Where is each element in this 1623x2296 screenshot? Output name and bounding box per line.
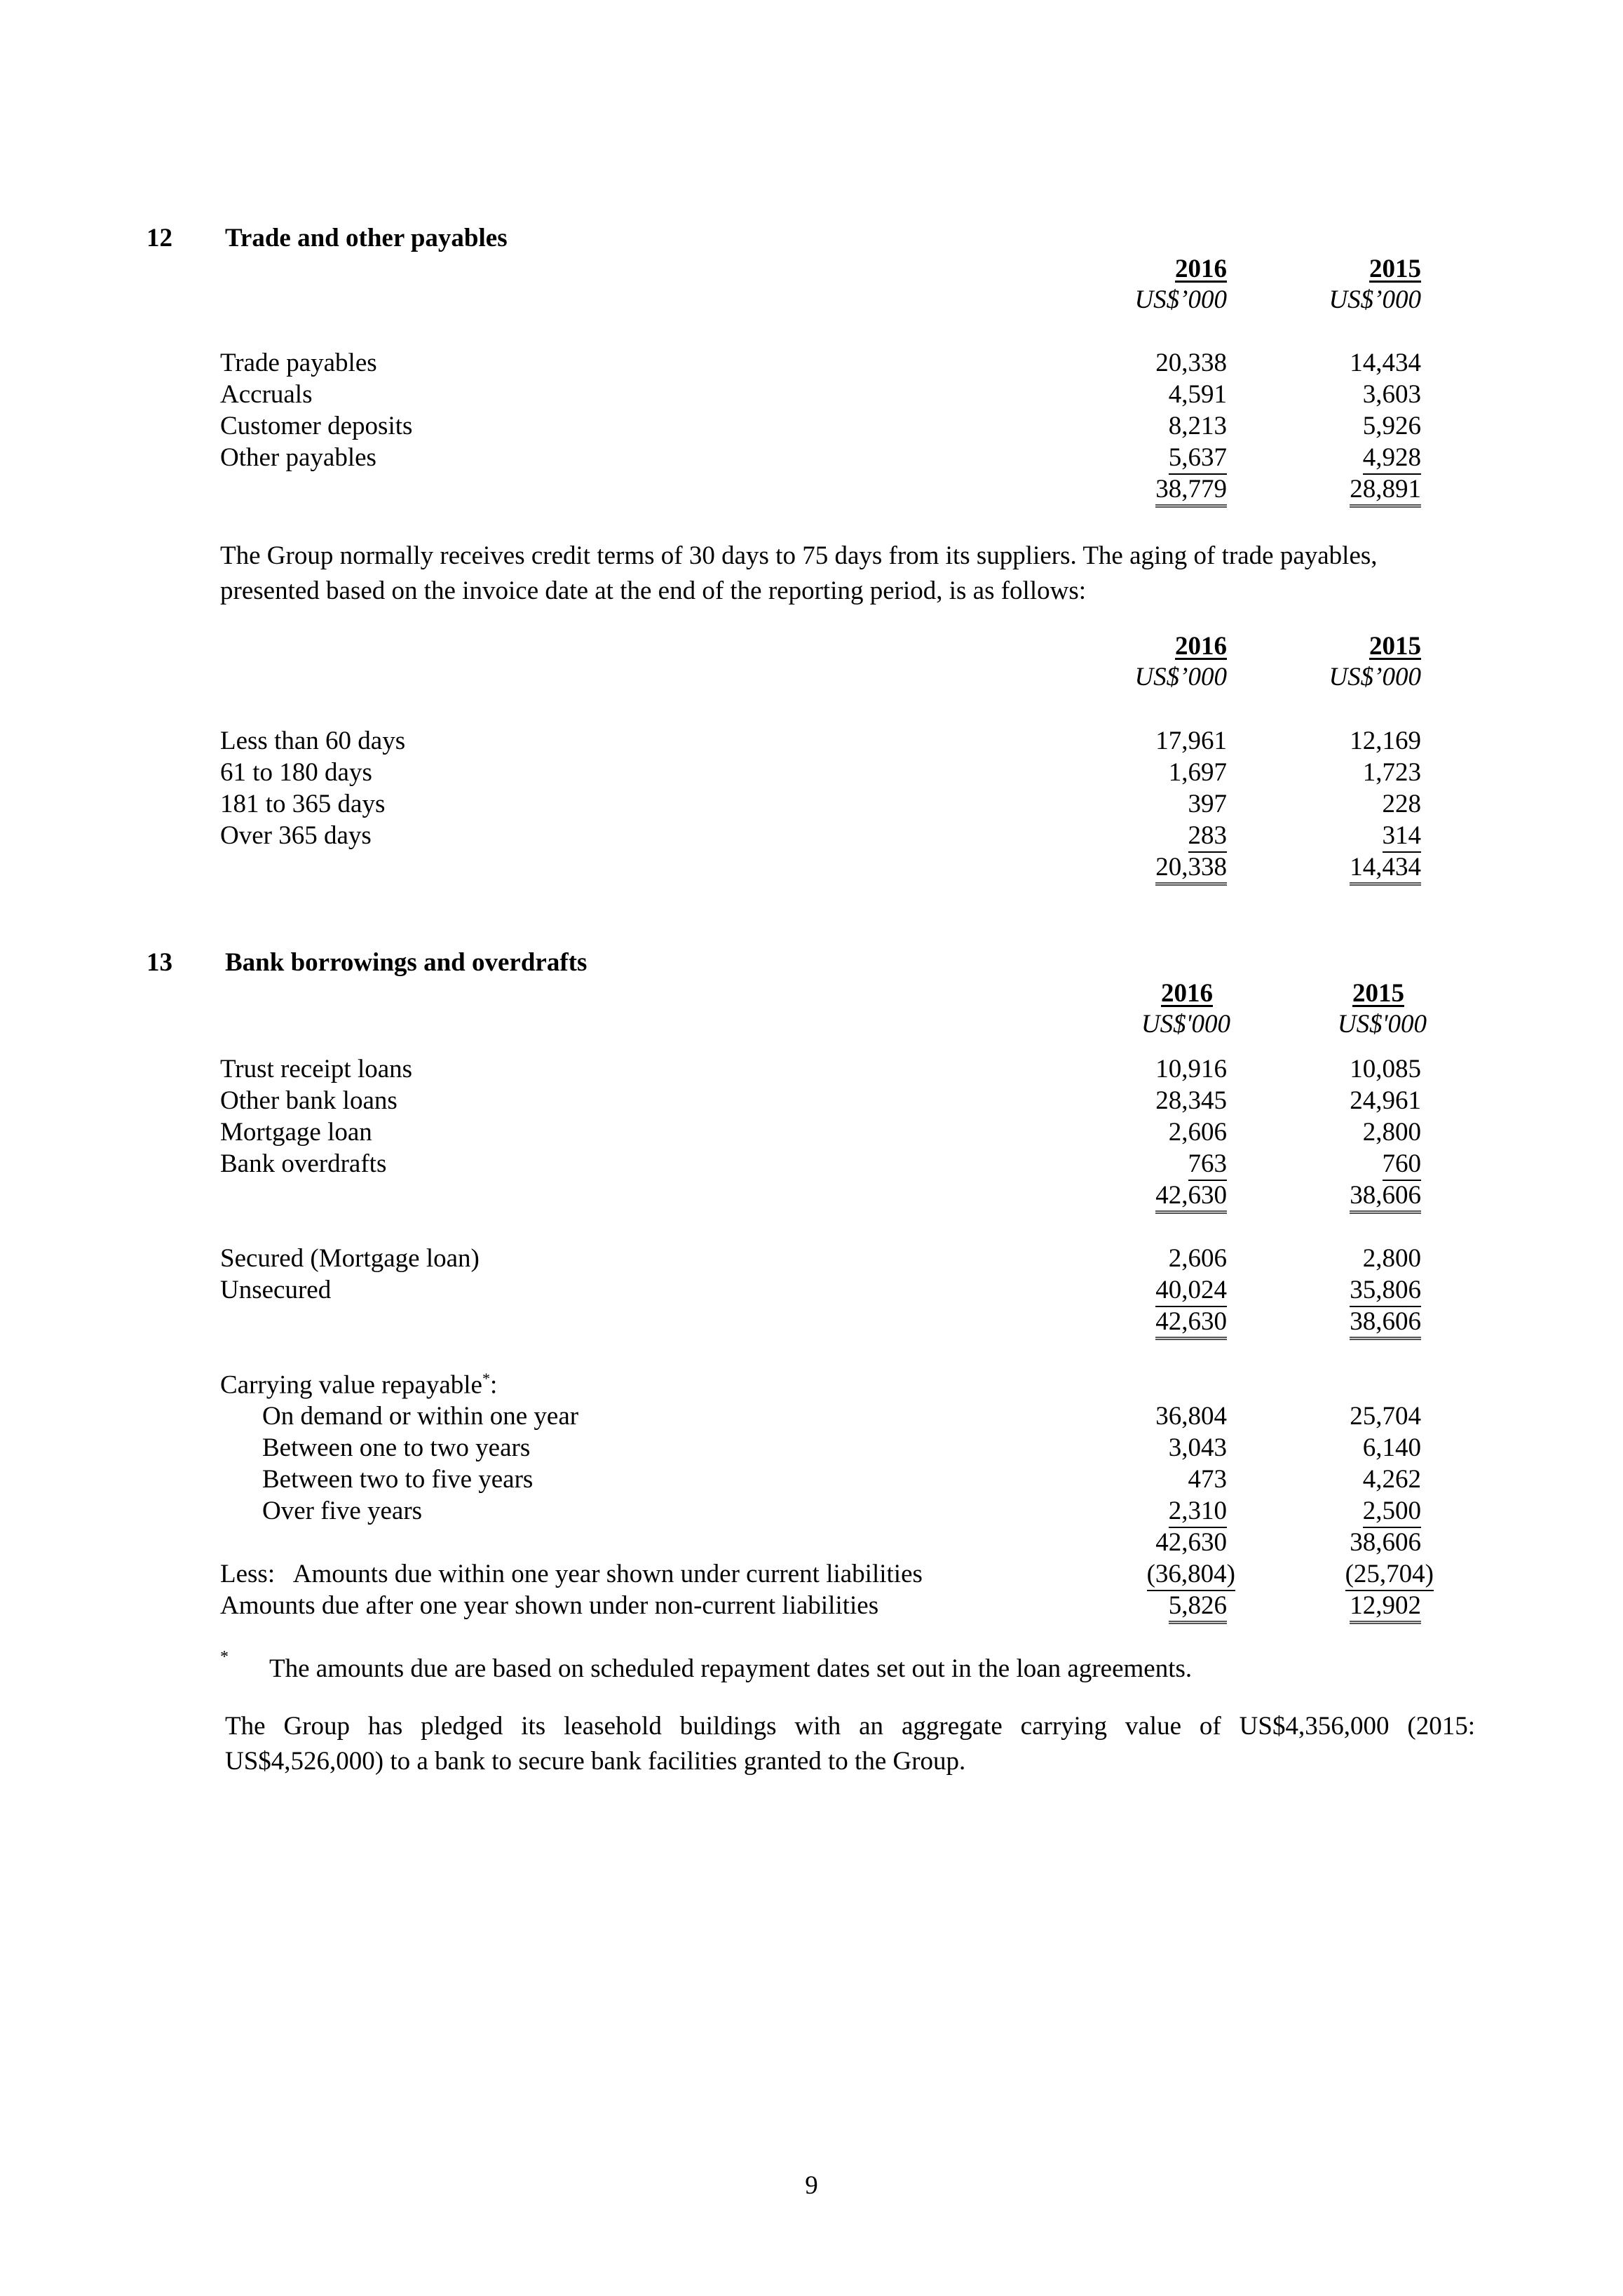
- row-value-2015: 25,704: [1350, 1402, 1421, 1431]
- total-value-2016: 42,630: [1155, 1528, 1227, 1557]
- footnote-text: The amounts due are based on scheduled repayment dates set out in the loan agreements.: [269, 1654, 1193, 1683]
- row-label: On demand or within one year: [262, 1402, 579, 1431]
- credit-terms-paragraph: The Group normally receives credit terms of 30 days to 75 days from its suppliers. The aging of trade payables, presented based on the invoice date at the end of the reporting period, is as follows:: [220, 541, 1378, 605]
- row-value-2015: 3,603: [1362, 380, 1421, 409]
- column-header-currency-2015: US$'000: [1337, 1010, 1427, 1039]
- column-header-year-2016: 2016: [1161, 979, 1213, 1008]
- row-value-2015: 4,928: [1211, 443, 1421, 473]
- column-header-currency-2015: US$’000: [1329, 663, 1421, 691]
- row-value-2015: 760: [1211, 1149, 1421, 1179]
- total-value-2015: 28,891: [1211, 474, 1421, 504]
- column-header-year-2015: 2015: [1369, 632, 1421, 661]
- row-value-2016: 763: [1017, 1149, 1227, 1179]
- column-header-year-2016: 2016: [1175, 255, 1227, 283]
- column-header-currency-2016: US$’000: [1134, 663, 1227, 691]
- row-value-2016: 36,804: [1155, 1402, 1227, 1431]
- row-label: Between one to two years: [262, 1433, 531, 1462]
- row-value-2016: 8,213: [1168, 412, 1227, 440]
- row-value-2016: 4,591: [1168, 380, 1227, 409]
- row-value-2016: 5,826: [1017, 1591, 1227, 1621]
- row-value-2015: (25,704): [1223, 1559, 1434, 1589]
- footnote-marker: *: [220, 1648, 229, 1666]
- column-header-year-2015: 2015: [1352, 979, 1404, 1008]
- total-value-2015: 38,606: [1211, 1306, 1421, 1337]
- total-value-2016: 42,630: [1017, 1306, 1227, 1337]
- row-label: Secured (Mortgage loan): [220, 1244, 480, 1273]
- row-label: 61 to 180 days: [220, 758, 372, 787]
- total-value-2015: 38,606: [1211, 1180, 1421, 1210]
- section-title: Trade and other payables: [225, 224, 508, 252]
- row-value-2015: 35,806: [1211, 1275, 1421, 1305]
- column-header-currency-2016: US$'000: [1141, 1010, 1230, 1039]
- row-label: Unsecured: [220, 1276, 332, 1304]
- column-header-currency-2015: US$’000: [1329, 285, 1421, 314]
- row-label: Bank overdrafts: [220, 1149, 387, 1178]
- row-value-2016: 5,637: [1017, 443, 1227, 473]
- row-value-2015: 2,800: [1362, 1244, 1421, 1273]
- total-value-2015: 38,606: [1350, 1528, 1421, 1557]
- row-value-2015: 6,140: [1362, 1433, 1421, 1462]
- total-value-2016: 42,630: [1017, 1180, 1227, 1210]
- row-value-2015: 314: [1211, 821, 1421, 851]
- total-value-2016: 38,779: [1017, 474, 1227, 504]
- row-label: 181 to 365 days: [220, 790, 386, 818]
- row-label: Other bank loans: [220, 1086, 398, 1115]
- section-number: 13: [147, 948, 172, 977]
- row-value-2016: 40,024: [1017, 1275, 1227, 1305]
- total-value-2015: 14,434: [1211, 852, 1421, 882]
- row-value-2015: 12,169: [1350, 727, 1421, 755]
- row-label-current-liabilities: Less: Amounts due within one year shown under current liabilities: [220, 1560, 923, 1588]
- row-label: Accruals: [220, 380, 313, 409]
- column-header-year-2015: 2015: [1369, 255, 1421, 283]
- row-value-2015: 2,500: [1211, 1496, 1421, 1526]
- row-label: Other payables: [220, 443, 376, 472]
- row-value-2015: 12,902: [1211, 1591, 1421, 1621]
- row-value-2016: (36,804): [1025, 1559, 1235, 1589]
- row-value-2016: 3,043: [1168, 1433, 1227, 1462]
- row-label-non-current-liabilities: Amounts due after one year shown under non-current liabilities: [220, 1591, 879, 1620]
- row-value-2015: 1,723: [1362, 758, 1421, 787]
- section-title: Bank borrowings and overdrafts: [225, 948, 588, 977]
- pledge-paragraph: The Group has pledged its leasehold buildings with an aggregate carrying value of US$4,356,000 (2015: US$4,526,000) to a bank to secure bank facilities granted to the Group.: [225, 1712, 1475, 1776]
- row-value-2016: 10,916: [1155, 1055, 1227, 1083]
- row-value-2016: 20,338: [1155, 349, 1227, 377]
- row-label: Trade payables: [220, 349, 377, 377]
- row-value-2015: 24,961: [1350, 1086, 1421, 1115]
- row-value-2016: 2,606: [1168, 1118, 1227, 1147]
- row-value-2016: 28,345: [1155, 1086, 1227, 1115]
- row-label: Customer deposits: [220, 412, 413, 440]
- row-value-2015: 10,085: [1350, 1055, 1421, 1083]
- section-number: 12: [147, 224, 172, 252]
- row-value-2016: 2,310: [1017, 1496, 1227, 1526]
- row-label: Over 365 days: [220, 821, 372, 850]
- row-value-2016: 1,697: [1168, 758, 1227, 787]
- footnote-marker: *: [482, 1370, 490, 1387]
- total-value-2016: 20,338: [1017, 852, 1227, 882]
- page-number: 9: [805, 2171, 818, 2200]
- row-label: Less than 60 days: [220, 727, 406, 755]
- column-header-currency-2016: US$’000: [1134, 285, 1227, 314]
- row-value-2015: 2,800: [1362, 1118, 1421, 1147]
- row-label: Over five years: [262, 1497, 423, 1525]
- row-value-2016: 283: [1017, 821, 1227, 851]
- row-value-2015: 4,262: [1362, 1465, 1421, 1494]
- row-value-2016: 397: [1188, 790, 1227, 818]
- column-header-year-2016: 2016: [1175, 632, 1227, 661]
- repayable-heading: Carrying value repayable*:: [220, 1370, 498, 1400]
- row-value-2016: 2,606: [1168, 1244, 1227, 1273]
- row-value-2016: 17,961: [1155, 727, 1227, 755]
- row-label: Trust receipt loans: [220, 1055, 413, 1083]
- row-value-2015: 14,434: [1350, 349, 1421, 377]
- row-value-2015: 228: [1382, 790, 1421, 818]
- row-value-2016: 473: [1188, 1465, 1227, 1494]
- row-value-2015: 5,926: [1362, 412, 1421, 440]
- row-label: Mortgage loan: [220, 1118, 372, 1147]
- row-label: Between two to five years: [262, 1465, 534, 1494]
